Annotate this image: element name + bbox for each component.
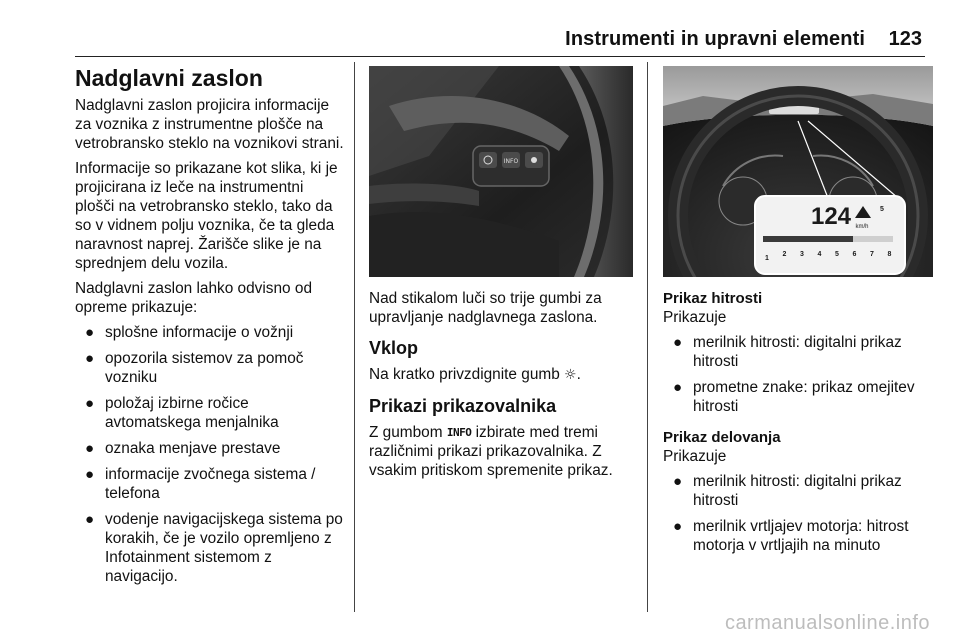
bullet-icon: ● [85,440,95,457]
rpm-tick-label: 1 [765,255,769,262]
on-text: Na kratko privzdignite gumb [369,366,560,383]
intro-paragraph: Nadglavni zaslon projicira informacije za voznika z instrumentne plošče na vetrobransko steklo na voznikovi strani. [75,97,344,152]
hud-unit: km/h [855,224,869,230]
rpm-tick-label: 8 [887,251,892,258]
speed-intro: Prikazuje [663,309,727,326]
list-item [75,510,347,586]
light-switch-illustration [369,66,633,277]
bullet-icon: ● [673,473,683,490]
heading-on: Vklop [369,338,419,358]
list-item-text: vodenje navigacijskega sistema po korakih, če je vozilo opremljeno z Infotainment sistemom z navigacijo. [105,511,343,585]
column-3 [663,66,933,562]
list-item-text: splošne informacije o vožnji [105,324,294,341]
list-item-text: položaj izbirne ročice avtomatskega menjalnika [105,395,279,431]
list-item-text: merilnik vrtljajev motorja: hitrost motorja v vrtljajih na minuto [693,518,909,554]
header-rule [75,56,925,57]
bullet-icon: ● [85,350,95,367]
list-item [75,323,347,342]
list-item-text: prometne znake: prikaz omejitev hitrosti [693,379,915,415]
hud-gear-hint: 5 [880,206,884,213]
list-item [75,394,347,432]
list-item-text: oznaka menjave prestave [105,440,281,457]
column-divider-1 [354,62,355,612]
list-item-text: informacije zvočnega sistema / telefona [105,466,316,502]
features-list [75,323,347,586]
rpm-tick-label: 2 [782,251,787,258]
list-item-text: merilnik hitrosti: digitalni prikaz hitrosti [693,334,902,370]
heading-speed-view: Prikaz hitrosti [663,290,763,307]
views-text-end: izbirate med tremi različnimi prikazi prikazovalnika. Z vsakim pritiskom spremenite prikaz. [369,424,613,479]
list-item-text: opozorila sistemov za pomoč vozniku [105,350,304,386]
bullet-icon: ● [673,518,683,535]
on-instructions [369,365,633,385]
projection-paragraph: Informacije so prikazane kot slika, ki je projicirana iz leče na instrumentni plošči na vetrobransko steklo, tako da so v vidnem polju voznika, če ta gleda naravnost naprej. Žarišče slike je na sprednjem delu vozila. [75,160,338,272]
heading-performance-view: Prikaz delovanja [663,429,781,446]
chapter-title: Instrumenti in upravni elementi [565,28,865,50]
list-item-text: merilnik hitrosti: digitalni prikaz hitrosti [693,473,902,509]
light-switch-photo [369,66,633,277]
section-heading: Nadglavni zaslon [75,65,263,91]
figure-caption: Nad stikalom luči so trije gumbi za upravljanje nadglavnega zaslona. [369,290,602,326]
rpm-tick-label: 3 [800,251,804,258]
bullet-icon: ● [85,324,95,341]
hud-photo [663,66,933,277]
hud-big-speed: 124 [810,203,852,230]
list-item [663,517,933,555]
column-1 [75,64,347,593]
page-number: 123 [888,28,922,50]
features-intro: Nadglavni zaslon lahko odvisno od opreme prikazuje: [75,280,312,316]
watermark: carmanualsonline.info [724,612,930,634]
bullet-icon: ● [85,466,95,483]
rpm-tick-label: 5 [835,251,839,258]
column-divider-2 [647,62,648,612]
on-text-end: . [576,366,581,383]
page-header [0,0,960,56]
bullet-icon: ● [85,395,95,412]
bullet-icon: ● [85,511,95,528]
heading-views: Prikazi prikazovalnika [369,396,557,416]
rpm-tick-label: 6 [852,251,857,258]
bullet-icon: ● [673,379,683,396]
list-item [75,439,347,458]
bullet-icon: ● [673,334,683,351]
list-item [663,472,933,510]
performance-list [663,472,933,555]
list-item [663,378,933,416]
speed-list [663,333,933,416]
hud-small-speed: 124 [777,94,793,104]
svg-text:INFO: INFO [503,158,519,165]
column-2 [369,66,633,486]
hud-illustration [663,66,933,277]
list-item [75,349,347,387]
views-instructions [369,423,633,480]
performance-intro: Prikazuje [663,448,727,465]
info-icon: INFO [446,426,472,439]
rpm-tick-label: 4 [817,251,822,258]
list-item [75,465,347,503]
rpm-tick-label: 7 [870,251,874,258]
list-item [663,333,933,371]
sun-icon: ☼ [564,367,577,383]
views-text-start: Z gumbom [369,424,443,441]
